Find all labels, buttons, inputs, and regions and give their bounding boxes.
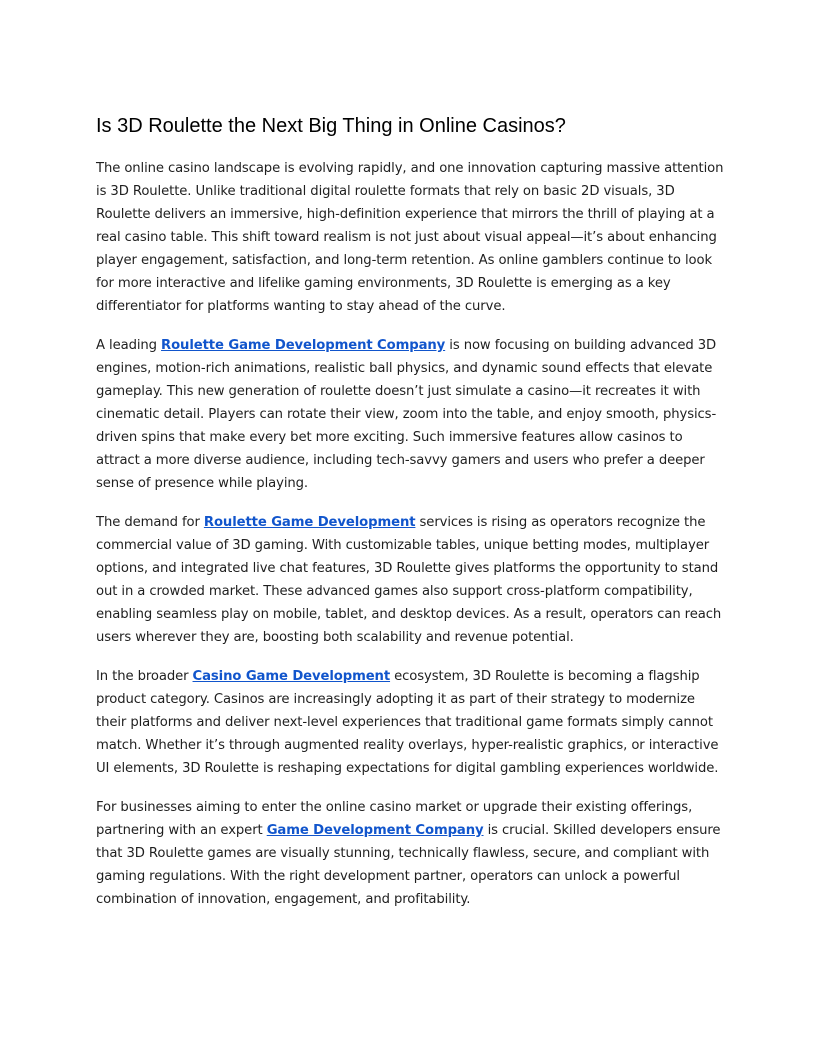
- paragraph-business-partner: [96, 796, 724, 911]
- paragraph-intro: [96, 157, 724, 318]
- paragraph-text-after: is crucial. Skilled developers ensure that 3D Roulette games are visually stunning, technically flawless, secure, and compliant with gaming regulations. With the right development partner, operators can unlock a powerful combination of innovation, engagement, and profitability.: [96, 823, 721, 907]
- paragraph-text-before: A leading: [96, 338, 162, 353]
- link-roulette-game-development[interactable]: Roulette Game Development: [203, 515, 416, 530]
- paragraph-text-after: is now focusing on building advanced 3D engines, motion-rich animations, realistic ball physics, and dynamic sound effects that elevate gameplay. This new generation of roulette doesn’t just simulate a casino—it recreates it with cinematic detail. Players can rotate their view, zoom into the table, and enjoy smooth, physics-driven spins that make every bet more exciting. Such immersive features allow casinos to attract a more diverse audience, including tech-savvy gamers and users who prefer a deeper sense of presence while playing.: [96, 338, 717, 491]
- paragraph-roulette-company: [96, 334, 724, 495]
- paragraph-text-before: The demand for: [96, 515, 204, 530]
- paragraph-text-before: In the broader: [96, 669, 193, 684]
- link-game-development-company[interactable]: Game Development Company: [266, 823, 484, 838]
- paragraph-roulette-demand: [96, 511, 724, 649]
- paragraph-text-before: For businesses aiming to enter the online casino market or upgrade their existing offerings, partnering with an expert: [96, 800, 693, 838]
- paragraph-text-after: services is rising as operators recognize the commercial value of 3D gaming. With customizable tables, unique betting modes, multiplayer options, and integrated live chat features, 3D Roulette gives platforms the opportunity to stand out in a crowded market. These advanced games also support cross-platform compatibility, enabling seamless play on mobile, tablet, and desktop devices. As a result, operators can reach users wherever they are, boosting both scalability and revenue potential.: [96, 515, 722, 645]
- link-casino-game-development[interactable]: Casino Game Development: [192, 669, 391, 684]
- paragraph-text: The online casino landscape is evolving rapidly, and one innovation capturing massive attention is 3D Roulette. Unlike traditional digital roulette formats that rely on basic 2D visuals, 3D Roulette delivers an immersive, high-definition experience that mirrors the thrill of playing at a real casino table. This shift toward realism is not just about visual appeal—it’s about enhancing player engagement, satisfaction, and long-term retention. As online gamblers continue to look for more interactive and lifelike gaming environments, 3D Roulette is emerging as a key differentiator for platforms wanting to stay ahead of the curve.: [96, 161, 724, 314]
- document-page: [96, 112, 724, 927]
- link-roulette-game-development-company[interactable]: Roulette Game Development Company: [161, 338, 446, 353]
- document-title: Is 3D Roulette the Next Big Thing in Online Casinos?: [96, 115, 566, 137]
- paragraph-casino-ecosystem: [96, 665, 724, 780]
- paragraph-text-after: ecosystem, 3D Roulette is becoming a flagship product category. Casinos are increasingly adopting it as part of their strategy to modernize their platforms and deliver next-level experiences that traditional game formats simply cannot match. Whether it’s through augmented reality overlays, hyper-realistic graphics, or interactive UI elements, 3D Roulette is reshaping expectations for digital gambling experiences worldwide.: [96, 669, 719, 776]
